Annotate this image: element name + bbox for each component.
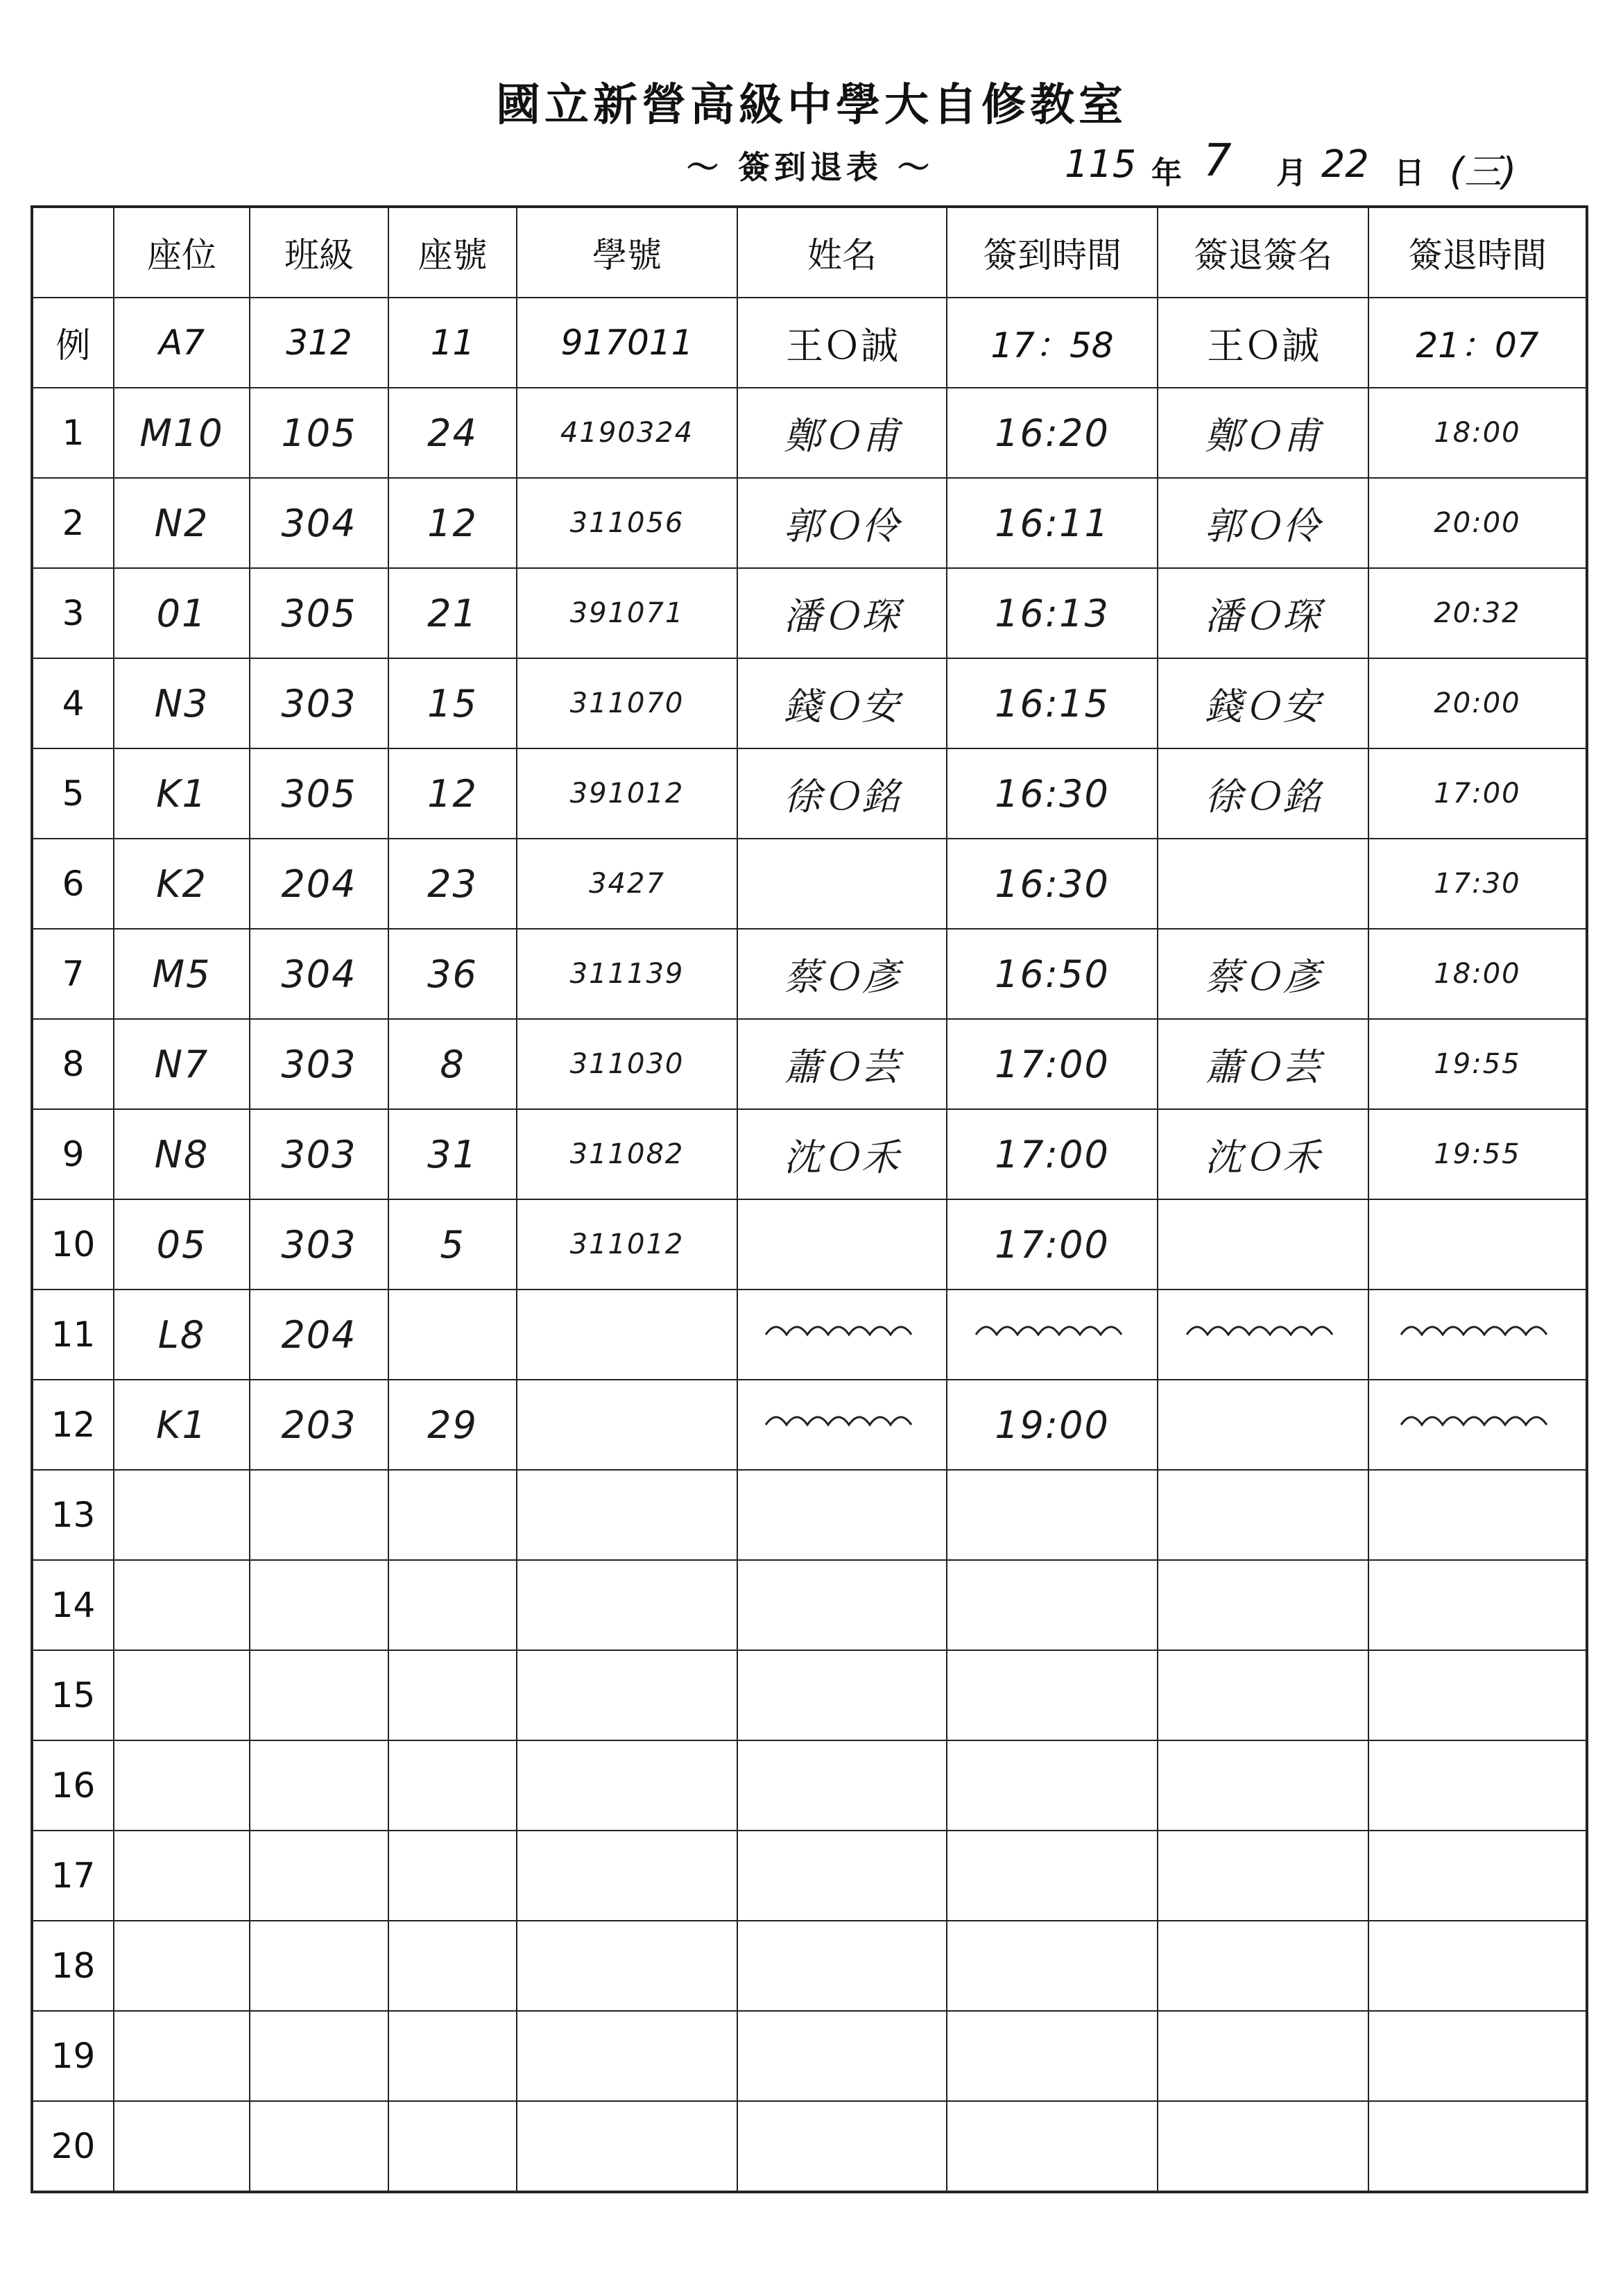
example-row — [32, 298, 1587, 388]
cell-sign-in-time: 17:00 — [947, 1199, 1158, 1290]
cell-seat: 01 — [114, 568, 250, 658]
cell-name — [737, 1740, 947, 1831]
cell-sign-out-time — [1368, 1831, 1587, 1921]
row-number: 12 — [32, 1380, 114, 1470]
scribble-stroke — [1187, 1327, 1332, 1335]
cell-class: 105 — [250, 388, 388, 478]
date-year-label: 年 — [1151, 155, 1182, 191]
cell-sign-out-time: 20:32 — [1368, 568, 1587, 658]
cell-seat-no: 5 — [388, 1199, 517, 1290]
cell-seat — [114, 1831, 250, 1921]
cell-seat-no — [388, 1740, 517, 1831]
scribble-stroke — [1401, 1327, 1547, 1335]
example-name: 王Ｏ誠 — [737, 298, 947, 388]
cell-sign-out-signature: 潘Ｏ琛 — [1158, 568, 1368, 658]
date-month: 7 — [1203, 135, 1232, 187]
header-row — [32, 207, 1587, 298]
table-row — [32, 1380, 1587, 1470]
cell-seat-no — [388, 1470, 517, 1560]
cell-student-id: 311056 — [517, 478, 737, 568]
cell-class — [250, 2011, 388, 2101]
example-sign-out-time: 21：07 — [1368, 298, 1587, 388]
cell-sign-out-signature — [1158, 1740, 1368, 1831]
cell-sign-out-time — [1368, 2101, 1587, 2192]
cell-class: 304 — [250, 929, 388, 1019]
cell-sign-in-time: 16:13 — [947, 568, 1158, 658]
row-number: 8 — [32, 1019, 114, 1109]
table-row — [32, 1109, 1587, 1199]
cell-student-id — [517, 1380, 737, 1470]
table-row — [32, 748, 1587, 839]
cell-sign-out-signature — [1158, 1831, 1368, 1921]
cell-sign-out-signature — [1158, 1290, 1368, 1380]
cell-sign-out-time: 18:00 — [1368, 388, 1587, 478]
cell-sign-out-time — [1368, 1290, 1587, 1380]
cell-sign-in-time: 16:30 — [947, 748, 1158, 839]
cell-name: 徐Ｏ銘 — [737, 748, 947, 839]
cell-seat-no — [388, 1921, 517, 2011]
date-weekday: (三) — [1450, 150, 1517, 194]
cell-sign-out-signature — [1158, 1560, 1368, 1650]
cell-student-id — [517, 1470, 737, 1560]
date-year: 115 — [1065, 142, 1137, 186]
handwriting-scribble — [1173, 1290, 1353, 1379]
cell-name: 蕭Ｏ芸 — [737, 1019, 947, 1109]
cell-class — [250, 1831, 388, 1921]
table-row — [32, 1650, 1587, 1740]
cell-seat — [114, 2011, 250, 2101]
table-row — [32, 1831, 1587, 1921]
row-number: 7 — [32, 929, 114, 1019]
cell-sign-out-signature — [1158, 1380, 1368, 1470]
cell-sign-out-signature: 郭Ｏ伶 — [1158, 478, 1368, 568]
row-number: 4 — [32, 658, 114, 748]
handwriting-scribble — [752, 1290, 932, 1379]
cell-seat-no: 31 — [388, 1109, 517, 1199]
table-row — [32, 1740, 1587, 1831]
row-number: 18 — [32, 1921, 114, 2011]
cell-sign-in-time: 17:00 — [947, 1019, 1158, 1109]
cell-seat: K1 — [114, 1380, 250, 1470]
cell-class: 204 — [250, 1290, 388, 1380]
scribble-stroke — [766, 1327, 911, 1335]
example-sign-in: 17：58 — [947, 298, 1158, 388]
table-row — [32, 1560, 1587, 1650]
cell-seat: K1 — [114, 748, 250, 839]
cell-name — [737, 2101, 947, 2192]
example-sign-out-name: 王Ｏ誠 — [1158, 298, 1368, 388]
cell-seat: 05 — [114, 1199, 250, 1290]
row-number: 19 — [32, 2011, 114, 2101]
example-class: 312 — [250, 298, 388, 388]
cell-name — [737, 1921, 947, 2011]
scribble-stroke — [1401, 1417, 1547, 1425]
cell-sign-in-time — [947, 1831, 1158, 1921]
cell-seat-no — [388, 1560, 517, 1650]
cell-sign-out-time — [1368, 1380, 1587, 1470]
handwriting-scribble — [1387, 1380, 1568, 1469]
header-name: 姓名 — [737, 207, 947, 298]
cell-seat — [114, 1921, 250, 2011]
row-number: 2 — [32, 478, 114, 568]
header-class: 班級 — [250, 207, 388, 298]
table-row — [32, 1921, 1587, 2011]
cell-seat: M5 — [114, 929, 250, 1019]
scribble-stroke — [976, 1327, 1122, 1335]
subtitle-line — [0, 135, 1623, 198]
cell-sign-out-time — [1368, 2011, 1587, 2101]
cell-student-id: 311070 — [517, 658, 737, 748]
row-number: 11 — [32, 1290, 114, 1380]
cell-student-id: 4190324 — [517, 388, 737, 478]
cell-student-id: 391012 — [517, 748, 737, 839]
table-row — [32, 2011, 1587, 2101]
table-row — [32, 839, 1587, 929]
table-row — [32, 1199, 1587, 1290]
cell-class: 204 — [250, 839, 388, 929]
cell-sign-out-signature: 蔡Ｏ彥 — [1158, 929, 1368, 1019]
handwriting-scribble — [962, 1290, 1142, 1379]
cell-class — [250, 2101, 388, 2192]
table-row — [32, 1290, 1587, 1380]
cell-name: 蔡Ｏ彥 — [737, 929, 947, 1019]
cell-sign-in-time: 16:50 — [947, 929, 1158, 1019]
cell-seat-no: 23 — [388, 839, 517, 929]
cell-student-id — [517, 1560, 737, 1650]
row-number: 14 — [32, 1560, 114, 1650]
cell-name: 鄭Ｏ甫 — [737, 388, 947, 478]
cell-sign-out-signature — [1158, 839, 1368, 929]
cell-sign-in-time — [947, 1650, 1158, 1740]
cell-seat-no: 21 — [388, 568, 517, 658]
cell-sign-in-time: 16:20 — [947, 388, 1158, 478]
cell-name — [737, 839, 947, 929]
cell-seat-no — [388, 1650, 517, 1740]
cell-seat: N8 — [114, 1109, 250, 1199]
document-title: 國立新營高級中學大自修教室 — [496, 79, 1127, 131]
cell-seat-no: 24 — [388, 388, 517, 478]
cell-class — [250, 1560, 388, 1650]
cell-sign-in-time: 19:00 — [947, 1380, 1158, 1470]
cell-class: 303 — [250, 1019, 388, 1109]
cell-seat-no: 8 — [388, 1019, 517, 1109]
cell-sign-out-time: 17:00 — [1368, 748, 1587, 839]
table-row — [32, 658, 1587, 748]
cell-sign-out-signature — [1158, 2101, 1368, 2192]
scribble-stroke — [766, 1417, 911, 1425]
header-seat-no: 座號 — [388, 207, 517, 298]
cell-sign-in-time: 16:15 — [947, 658, 1158, 748]
example-label: 例 — [32, 298, 114, 388]
example-seat: A7 — [114, 298, 250, 388]
cell-seat: N7 — [114, 1019, 250, 1109]
cell-sign-in-time: 17:00 — [947, 1109, 1158, 1199]
cell-name — [737, 1650, 947, 1740]
cell-student-id: 391071 — [517, 568, 737, 658]
cell-seat-no — [388, 1290, 517, 1380]
table-row — [32, 568, 1587, 658]
cell-sign-in-time — [947, 1740, 1158, 1831]
cell-seat-no: 29 — [388, 1380, 517, 1470]
table-row — [32, 929, 1587, 1019]
cell-seat-no: 12 — [388, 748, 517, 839]
cell-sign-out-time — [1368, 1740, 1587, 1831]
example-seat-no: 11 — [388, 298, 517, 388]
document-subtitle: ～ 簽到退表 ～ — [687, 148, 934, 186]
cell-name — [737, 1470, 947, 1560]
table-row — [32, 2101, 1587, 2192]
cell-class: 305 — [250, 568, 388, 658]
cell-seat-no: 12 — [388, 478, 517, 568]
cell-student-id: 311082 — [517, 1109, 737, 1199]
cell-name — [737, 1560, 947, 1650]
cell-name — [737, 1290, 947, 1380]
cell-seat — [114, 1650, 250, 1740]
cell-name — [737, 1199, 947, 1290]
cell-sign-out-time — [1368, 1650, 1587, 1740]
table-row — [32, 388, 1587, 478]
cell-student-id: 311139 — [517, 929, 737, 1019]
cell-seat: L8 — [114, 1290, 250, 1380]
cell-sign-out-signature: 沈Ｏ禾 — [1158, 1109, 1368, 1199]
cell-class: 305 — [250, 748, 388, 839]
cell-sign-out-time — [1368, 1199, 1587, 1290]
cell-sign-out-time: 20:00 — [1368, 478, 1587, 568]
date-day-label: 日 — [1394, 155, 1425, 191]
cell-seat: M10 — [114, 388, 250, 478]
cell-sign-out-time: 20:00 — [1368, 658, 1587, 748]
row-number: 10 — [32, 1199, 114, 1290]
date-month-label: 月 — [1276, 155, 1307, 191]
cell-student-id: 311012 — [517, 1199, 737, 1290]
header-blank — [32, 207, 114, 298]
cell-sign-out-signature — [1158, 1921, 1368, 2011]
cell-sign-in-time — [947, 2011, 1158, 2101]
cell-class — [250, 1921, 388, 2011]
cell-student-id — [517, 1650, 737, 1740]
cell-sign-out-time: 19:55 — [1368, 1109, 1587, 1199]
cell-class — [250, 1650, 388, 1740]
cell-sign-in-time — [947, 1290, 1158, 1380]
row-number: 6 — [32, 839, 114, 929]
cell-student-id — [517, 2011, 737, 2101]
row-number: 16 — [32, 1740, 114, 1831]
cell-sign-out-signature: 蕭Ｏ芸 — [1158, 1019, 1368, 1109]
handwriting-scribble — [1387, 1290, 1568, 1379]
signin-table — [31, 205, 1588, 2193]
cell-sign-in-time — [947, 1560, 1158, 1650]
cell-sign-in-time — [947, 1921, 1158, 2011]
cell-sign-in-time: 16:11 — [947, 478, 1158, 568]
cell-class — [250, 1740, 388, 1831]
cell-name — [737, 1831, 947, 1921]
cell-student-id — [517, 2101, 737, 2192]
cell-student-id: 311030 — [517, 1019, 737, 1109]
cell-class: 303 — [250, 1109, 388, 1199]
cell-class: 203 — [250, 1380, 388, 1470]
cell-name: 潘Ｏ琛 — [737, 568, 947, 658]
row-number: 13 — [32, 1470, 114, 1560]
cell-seat — [114, 1560, 250, 1650]
cell-sign-in-time — [947, 1470, 1158, 1560]
cell-student-id — [517, 1921, 737, 2011]
row-number: 5 — [32, 748, 114, 839]
cell-class: 303 — [250, 1199, 388, 1290]
cell-sign-out-signature — [1158, 1470, 1368, 1560]
cell-seat-no: 15 — [388, 658, 517, 748]
cell-sign-out-time — [1368, 1560, 1587, 1650]
cell-student-id — [517, 1290, 737, 1380]
cell-seat: N2 — [114, 478, 250, 568]
cell-seat — [114, 2101, 250, 2192]
cell-sign-out-time: 19:55 — [1368, 1019, 1587, 1109]
cell-class — [250, 1470, 388, 1560]
row-number: 1 — [32, 388, 114, 478]
cell-class: 304 — [250, 478, 388, 568]
cell-class: 303 — [250, 658, 388, 748]
cell-student-id — [517, 1740, 737, 1831]
cell-sign-out-time — [1368, 1470, 1587, 1560]
cell-seat-no — [388, 2011, 517, 2101]
table-row — [32, 478, 1587, 568]
cell-seat — [114, 1740, 250, 1831]
row-number: 17 — [32, 1831, 114, 1921]
cell-sign-out-signature: 鄭Ｏ甫 — [1158, 388, 1368, 478]
cell-seat — [114, 1470, 250, 1560]
cell-sign-out-signature — [1158, 1650, 1368, 1740]
header-sign-in-time: 簽到時間 — [947, 207, 1158, 298]
cell-seat: K2 — [114, 839, 250, 929]
cell-sign-out-signature — [1158, 1199, 1368, 1290]
cell-sign-out-signature: 錢Ｏ安 — [1158, 658, 1368, 748]
cell-name — [737, 2011, 947, 2101]
cell-sign-in-time — [947, 2101, 1158, 2192]
header-sign-out-time: 簽退時間 — [1368, 207, 1587, 298]
row-number: 15 — [32, 1650, 114, 1740]
cell-name: 沈Ｏ禾 — [737, 1109, 947, 1199]
header-seat: 座位 — [114, 207, 250, 298]
cell-seat-no: 36 — [388, 929, 517, 1019]
row-number: 3 — [32, 568, 114, 658]
date-day: 22 — [1321, 142, 1369, 186]
cell-sign-out-time: 17:30 — [1368, 839, 1587, 929]
cell-student-id — [517, 1831, 737, 1921]
cell-sign-out-signature — [1158, 2011, 1368, 2101]
cell-seat-no — [388, 2101, 517, 2192]
cell-sign-out-time: 18:00 — [1368, 929, 1587, 1019]
cell-sign-out-signature: 徐Ｏ銘 — [1158, 748, 1368, 839]
cell-seat: N3 — [114, 658, 250, 748]
table-row — [32, 1019, 1587, 1109]
handwriting-scribble — [752, 1380, 932, 1469]
cell-sign-in-time: 16:30 — [947, 839, 1158, 929]
cell-student-id: 3427 — [517, 839, 737, 929]
header-student-id: 學號 — [517, 207, 737, 298]
cell-name: 錢Ｏ安 — [737, 658, 947, 748]
table-row — [32, 1470, 1587, 1560]
example-student-id: 917011 — [517, 298, 737, 388]
cell-sign-out-time — [1368, 1921, 1587, 2011]
cell-name: 郭Ｏ伶 — [737, 478, 947, 568]
cell-name — [737, 1380, 947, 1470]
row-number: 20 — [32, 2101, 114, 2192]
header-sign-out-signature: 簽退簽名 — [1158, 207, 1368, 298]
cell-seat-no — [388, 1831, 517, 1921]
row-number: 9 — [32, 1109, 114, 1199]
